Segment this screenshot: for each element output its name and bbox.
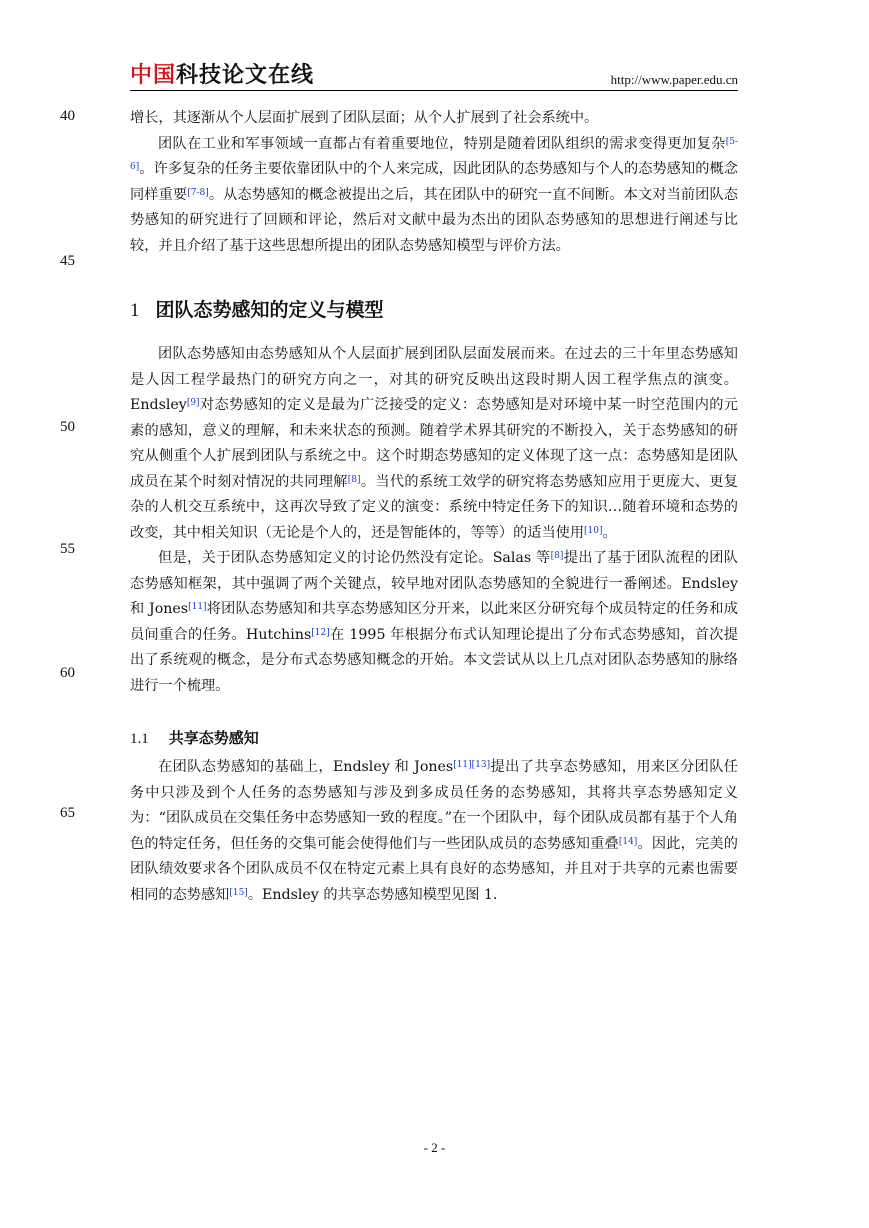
text-run: 提出了共享态势感知，用来区分团队任务中只涉及到个人任务的态势感知与涉及到多成员任务的态势感知，其将共享态势感知定义为：“团队成员在交集任务中态势感知一致的程度。”在一个团队中，每个团队成员都有基于个人角色的特定任务，但任务的交集可能会使得他们与一些团队成员的态势感知重叠 — [130, 759, 738, 852]
text-run: 。 — [602, 524, 617, 541]
header-url[interactable]: http://www.paper.edu.cn — [610, 72, 738, 87]
citation[interactable]: [15] — [229, 887, 248, 898]
citation[interactable]: [8] — [347, 474, 361, 485]
citation[interactable]: [14] — [618, 836, 638, 847]
text-run: 。当代的系统工效学的研究将态势感知应用于更庞大、更复杂的人机交互系统中，这再次导致了定义的演变：系统中特定任务下的知识…随着环境和态势的改变，其中相关知识（无论是个人的，还是智能体的，等等）的适当使用 — [130, 473, 738, 541]
paragraph — [130, 755, 738, 908]
section1-1-text — [130, 755, 738, 908]
text-run: 在团队态势感知的基础上，Endsley 和 Jones — [158, 759, 454, 775]
paragraph — [130, 132, 738, 260]
section1-text — [130, 342, 738, 699]
subsection-title: 共享态势感知 — [168, 729, 259, 747]
logo-part-black: 科技论文在线 — [176, 63, 315, 88]
text-run: 将团队态势感知和共享态势感知区分开来，以此来区分研究每个成员特定的任务和成员间重合的任务。Hutchins — [130, 601, 738, 643]
page-header — [130, 62, 738, 91]
text-run: 但是，关于团队态势感知定义的讨论仍然没有定论。Salas 等 — [158, 550, 551, 566]
text-run: 。Endsley 的共享态势感知模型见图 1. — [247, 886, 498, 903]
text-run: 对态势感知的定义是最为广泛接受的定义：态势感知是对环境中某一时空范围内的元素的感知，意义的理解，和未来状态的预测。随着学术界其研究的不断投入，关于态势感知的研究从侧重个人扩展到团队与系统之中。这个时期态势感知的定义体现了这一点：态势感知是团队成员在某个时刻对情况的共同理解 — [130, 397, 738, 490]
line-number: 40 — [60, 108, 75, 124]
citation[interactable]: [13] — [471, 760, 491, 770]
line-number: 55 — [60, 541, 75, 557]
subsection-heading — [130, 727, 259, 748]
citation[interactable]: [12] — [311, 627, 330, 638]
page-number: - 2 - — [423, 1140, 446, 1155]
citation[interactable]: [9] — [186, 398, 200, 408]
text-run: 团队在工业和军事领域一直都占有着重要地位，特别是随着团队组织的需求变得更加复杂 — [158, 135, 726, 152]
line-number: 65 — [60, 805, 75, 821]
subsection-number: 1.1 — [130, 731, 149, 747]
text-run: 。许多复杂的任务主要依靠团队中的个人来完成，因此团队的态势感知与个人的态势感知的概念同样重要 — [130, 161, 738, 203]
line-number: 45 — [60, 253, 75, 269]
text-run: 提出了基于团队流程的团队态势感知框架，其中强调了两个关键点，较早地对团队态势感知的全貌进行一番阐述。Endsley 和 Jones — [130, 550, 738, 617]
text-run: 。因此，完美的团队绩效要求各个团队成员不仅在特定元素上具有良好的态势感知，并且对于共享的元素也需要相同的态势感知 — [130, 835, 738, 903]
citation[interactable]: [11] — [188, 602, 207, 612]
citation[interactable]: [8] — [550, 551, 564, 561]
site-logo — [130, 62, 314, 90]
line-number: 60 — [60, 665, 75, 681]
citation[interactable]: [11] — [453, 760, 472, 770]
text-run: 。从态势感知的概念被提出之后，其在团队中的研究一直不间断。本文对当前团队态势感知的研究进行了回顾和评论，然后对文献中最为杰出的团队态势感知的思想进行阐述与比较，并且介绍了基于这些思想所提出的团队态势感知模型与评价方法。 — [130, 186, 738, 254]
citation[interactable]: [7-8] — [187, 187, 209, 198]
section-heading — [130, 295, 384, 322]
intro-text — [130, 106, 738, 259]
citation[interactable]: [10] — [584, 525, 603, 536]
line-number: 50 — [60, 419, 75, 435]
paragraph — [130, 342, 738, 546]
paragraph — [130, 546, 738, 699]
text-run: 团队态势感知由态势感知从个人层面扩展到团队层面发展而来。在过去的三十年里态势感知是人因工程学最热门的研究方向之一，对其的研究反映出这段时期人因工程学焦点的演变。Endsley — [130, 346, 738, 413]
section-title: 团队态势感知的定义与模型 — [155, 299, 384, 321]
text-run: 在 1995 年根据分布式认知理论提出了分布式态势感知，首次提出了系统观的概念，是分布式态势感知概念的开始。本文尝试从以上几点对团队态势感知的脉络进行一个梳理。 — [130, 626, 738, 694]
citation[interactable]: [5-6] — [130, 136, 738, 172]
paragraph: 增长，其逐渐从个人层面扩展到了团队层面；从个人扩展到了社会系统中。 — [130, 110, 599, 126]
logo-part-red: 中国 — [130, 63, 177, 88]
section-number: 1 — [130, 300, 140, 321]
